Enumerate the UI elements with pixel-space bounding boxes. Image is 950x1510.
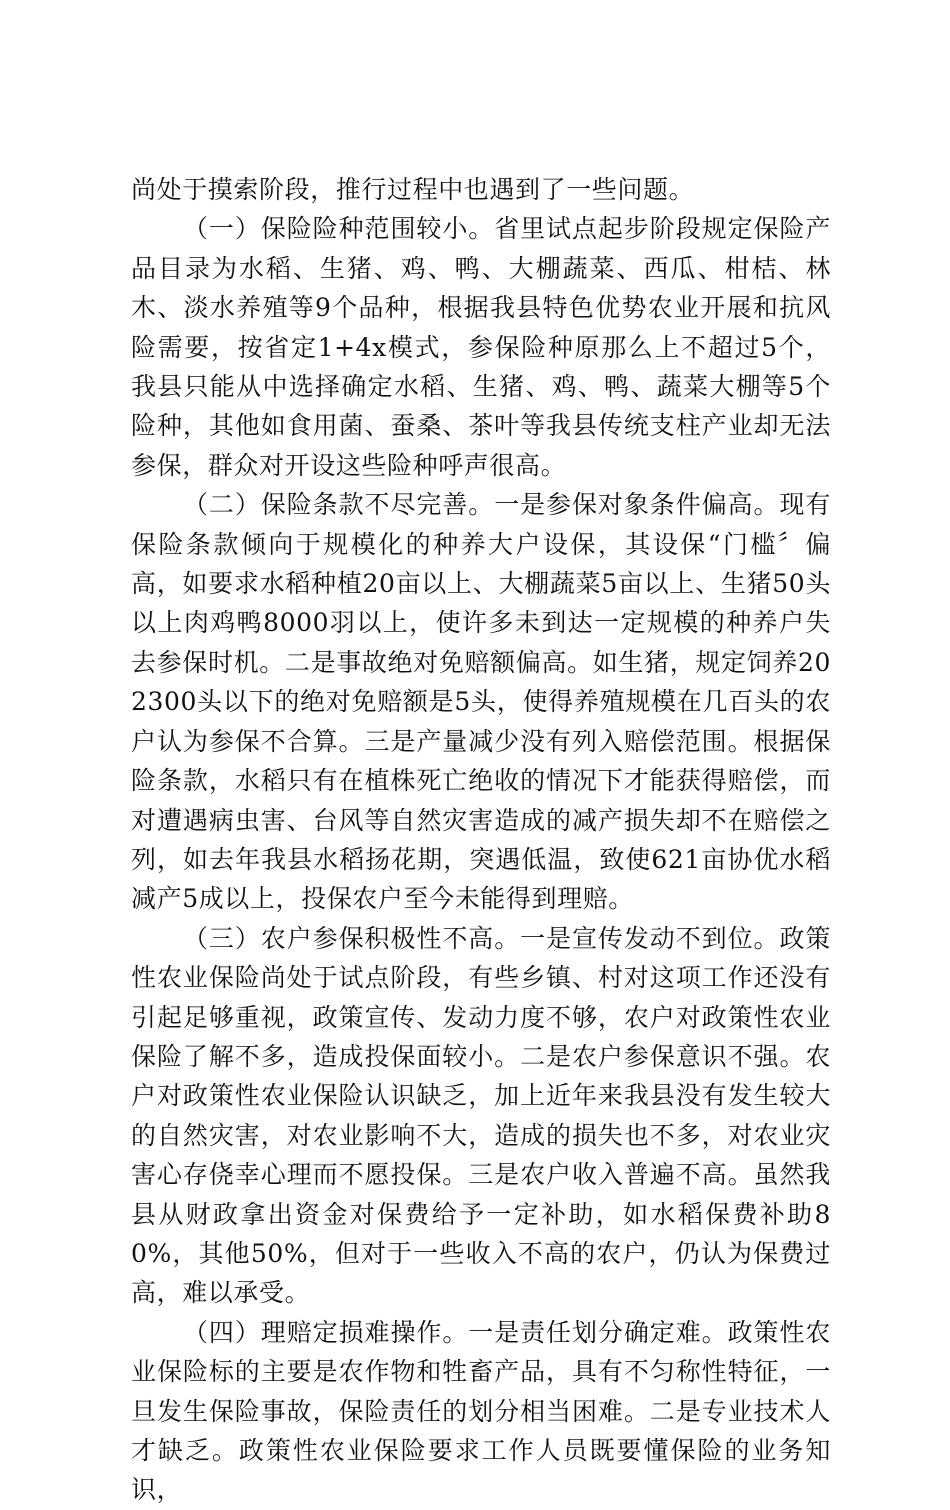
document-body [131, 170, 831, 1510]
paragraph-continuation: 尚处于摸索阶段，推行过程中也遇到了一些问题。 [131, 175, 695, 204]
paragraph-insurance-terms: （二）保险条款不尽完善。一是参保对象条件偏高。现有保险条款倾向于规模化的种养大户设保，其设保“门槛〞偏高，如要求水稻种植20亩以上、大棚蔬菜5亩以上、生猪50头以上肉鸡鸭8000羽以上，使许多未到达一定规模的种养户失去参保时机。二是事故绝对免赔额偏高。如生猪，规定饲养202300头以下的绝对免赔额是5头，使得养殖规模在几百头的农户认为参保不合算。三是产量减少没有列入赔偿范围。根据保险条款，水稻只有在植株死亡绝收的情况下才能获得赔偿，而对遭遇病虫害、台风等自然灾害造成的减产损失却不在赔偿之列，如去年我县水稻扬花期，突遇低温，致使621亩协优水稻减产5成以上，投保农户至今未能得到理赔。 [131, 490, 831, 914]
paragraph-farmer-participation: （三）农户参保积极性不高。一是宣传发动不到位。政策性农业保险尚处于试点阶段，有些乡镇、村对这项工作还没有引起足够重视，政策宣传、发动力度不够，农户对政策性农业保险了解不多，造成投保面较小。二是农户参保意识不强。农户对政策性农业保险认识缺乏，加上近年来我县没有发生较大的自然灾害，对农业影响不大，造成的损失也不多，对农业灾害心存侥幸心理而不愿投保。三是农户收入普遍不高。虽然我县从财政拿出资金对保费给予一定补助，如水稻保费补助80%，其他50%，但对于一些收入不高的农户，仍认为保费过高，难以承受。 [131, 923, 831, 1308]
paragraph-insurance-scope: （一）保险险种范围较小。省里试点起步阶段规定保险产品目录为水稻、生猪、鸡、鸭、大棚蔬菜、西瓜、柑桔、林木、淡水养殖等9个品种，根据我县特色优势农业开展和抗风险需要，按省定1+4x模式，参保险种原那么上不超过5个，我县只能从中选择确定水稻、生猪、鸡、鸭、蔬菜大棚等5个险种，其他如食用菌、蚕桑、茶叶等我县传统支柱产业却无法参保，群众对开设这些险种呼声很高。 [131, 214, 831, 480]
paragraph-claims-assessment: （四）理赔定损难操作。一是责任划分确定难。政策性农业保险标的主要是农作物和牲畜产品，具有不匀称性特征，一旦发生保险事故，保险责任的划分相当困难。二是专业技术人才缺乏。政策性农业保险要求工作人员既要懂保险的业务知识， [131, 1317, 831, 1505]
